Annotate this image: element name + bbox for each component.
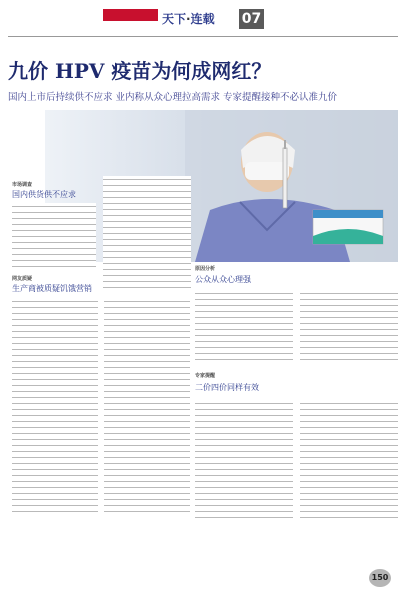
article-photo xyxy=(45,110,398,262)
page-number: 150 xyxy=(369,569,391,587)
analysis-body-text xyxy=(195,290,293,364)
column2-lower-body-text xyxy=(104,298,190,516)
network-label: 网友质疑 xyxy=(12,276,33,282)
page-tab-number: 07 xyxy=(239,9,264,29)
analysis-heading: 公众从众心理强 xyxy=(195,275,251,284)
column2-body-text xyxy=(103,176,191,288)
section-title-part2: 连载 xyxy=(190,12,215,26)
newspaper-logo xyxy=(103,9,158,21)
article-subheadline: 国内上市后持续供不应求 业内称从众心理拉高需求 专家提醒接种不必认准九价 xyxy=(8,92,338,103)
section-title-dot: · xyxy=(186,12,191,26)
market-body-text xyxy=(12,203,96,271)
article-headline: 九价 HPV 疫苗为何成网红？ xyxy=(8,59,272,83)
advice-label: 专家提醒 xyxy=(195,373,216,379)
advice-body-text-right xyxy=(300,400,398,518)
network-heading: 生产商被质疑饥饿营销 xyxy=(12,284,92,293)
header-divider xyxy=(8,36,398,37)
advice-body-text xyxy=(195,400,293,518)
analysis-body-text-right xyxy=(300,290,398,360)
market-label: 市场调查 xyxy=(12,182,33,188)
section-title xyxy=(162,10,215,27)
photo-illustration xyxy=(45,110,398,262)
advice-heading: 二价四价同样有效 xyxy=(195,383,259,392)
section-title-part1: 天下 xyxy=(162,12,187,26)
analysis-label: 原因分析 xyxy=(195,266,216,272)
network-body-text xyxy=(12,298,98,516)
market-heading: 国内供货供不应求 xyxy=(12,190,76,199)
